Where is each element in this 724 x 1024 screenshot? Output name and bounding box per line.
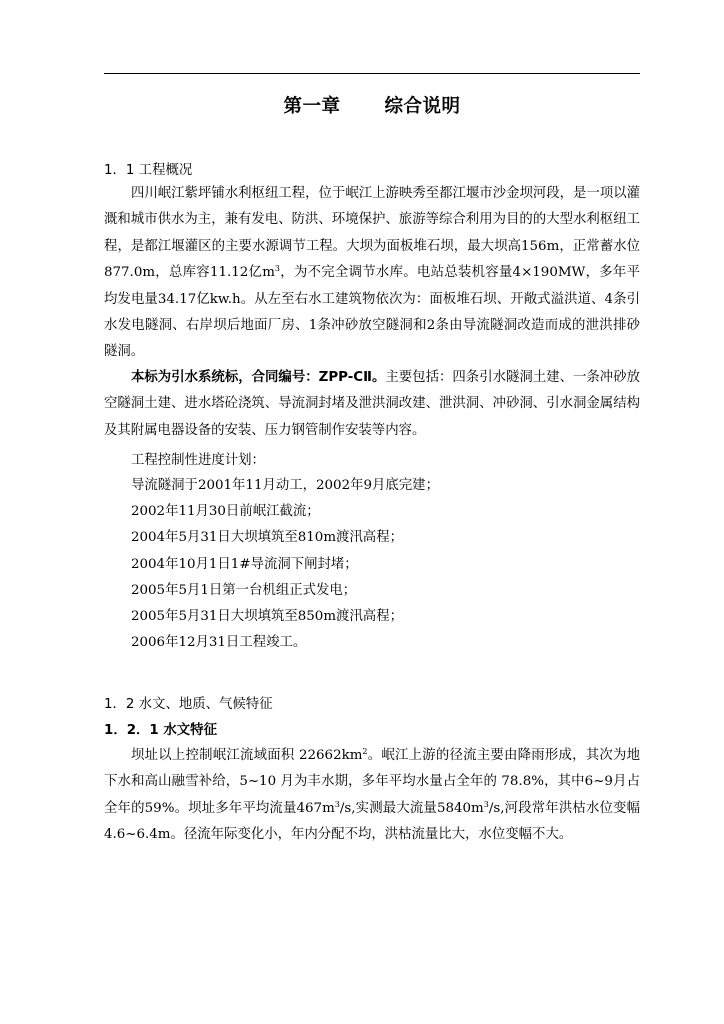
schedule-item: 2006年12月31日工程竣工。 (131, 635, 307, 650)
section-heading-1-1: 1．1 工程概况 (104, 163, 193, 178)
document-page (104, 90, 641, 843)
paragraph-contract-scope: 本标为引水系统标，合同编号：ZPP-CⅡ。主要包括：四条引水隧洞土建、一条冲砂放空隧洞土建、进水塔砼浇筑、导流洞封堵及泄洪洞改建、泄洪洞、冲砂洞、引水洞金属结构及其附属电器设备的安装、压力钢管制作安装等内容。 (104, 370, 641, 438)
schedule-item: 2002年11月30日前岷江截流； (131, 504, 320, 519)
chapter-number: 第一章 (283, 96, 341, 117)
schedule-item: 2004年5月31日大坝填筑至810m渡汛高程； (131, 530, 403, 545)
schedule-item: 导流隧洞于2001年11月动工，2002年9月底完建； (131, 478, 439, 493)
schedule-item: 2005年5月1日第一台机组正式发电； (131, 583, 357, 598)
schedule-item: 2004年10月1日1#导流洞下闸封堵； (131, 557, 358, 572)
paragraph-project-overview: 四川岷江紫坪铺水利枢纽工程，位于岷江上游映秀至都江堰市沙金坝河段，是一项以灌溉和城市供水为主，兼有发电、防洪、环境保护、旅游等综合利用为目的的大型水利枢纽工程，是都江堰灌区的主要水源调节工程。大坝为面板堆石坝，最大坝高156m，正常蓄水位877.0m，总库容11.12亿$m^3$，为不完全调节水库。电站总装机容量4×190MW，多年平均发电量34.17亿kw.h。从左至右水工建筑物依次为：面板堆石坝、开敞式溢洪道、4条引水发电隧洞、右岸坝后地面厂房、1条冲砂放空隧洞和2条由导流隧洞改造而成的泄洪排砂隧洞。 (104, 186, 640, 360)
subsection-heading-1-2-1: 1．2．1 水文特征 (104, 723, 217, 738)
schedule-item: 2005年5月31日大坝填筑至850m渡汛高程； (131, 609, 403, 624)
chapter-title (104, 90, 640, 124)
chapter-name: 综合说明 (384, 96, 461, 117)
paragraph-hydrology: 坝址以上控制岷江流域面积 $22662km^2$。岷江上游的径流主要由降雨形成，其次为地下水和高山融雪补给，5~10 月为丰水期，多年平均水量占全年的 78.8%，其中6~9月占全年的59%。坝址多年平均流量$467m^3/s$,实测最大流量$5840m^3/s$,河段常年洪枯水位变幅4.6~6.4m。径流年际变化小，年内分配不均，洪枯流量比大，水位变幅不大。 (104, 747, 640, 843)
schedule-title: 工程控制性进度计划： (131, 453, 265, 468)
section-heading-1-2: 1．2 水文、地质、气候特征 (104, 697, 273, 712)
header-rule (104, 73, 640, 74)
